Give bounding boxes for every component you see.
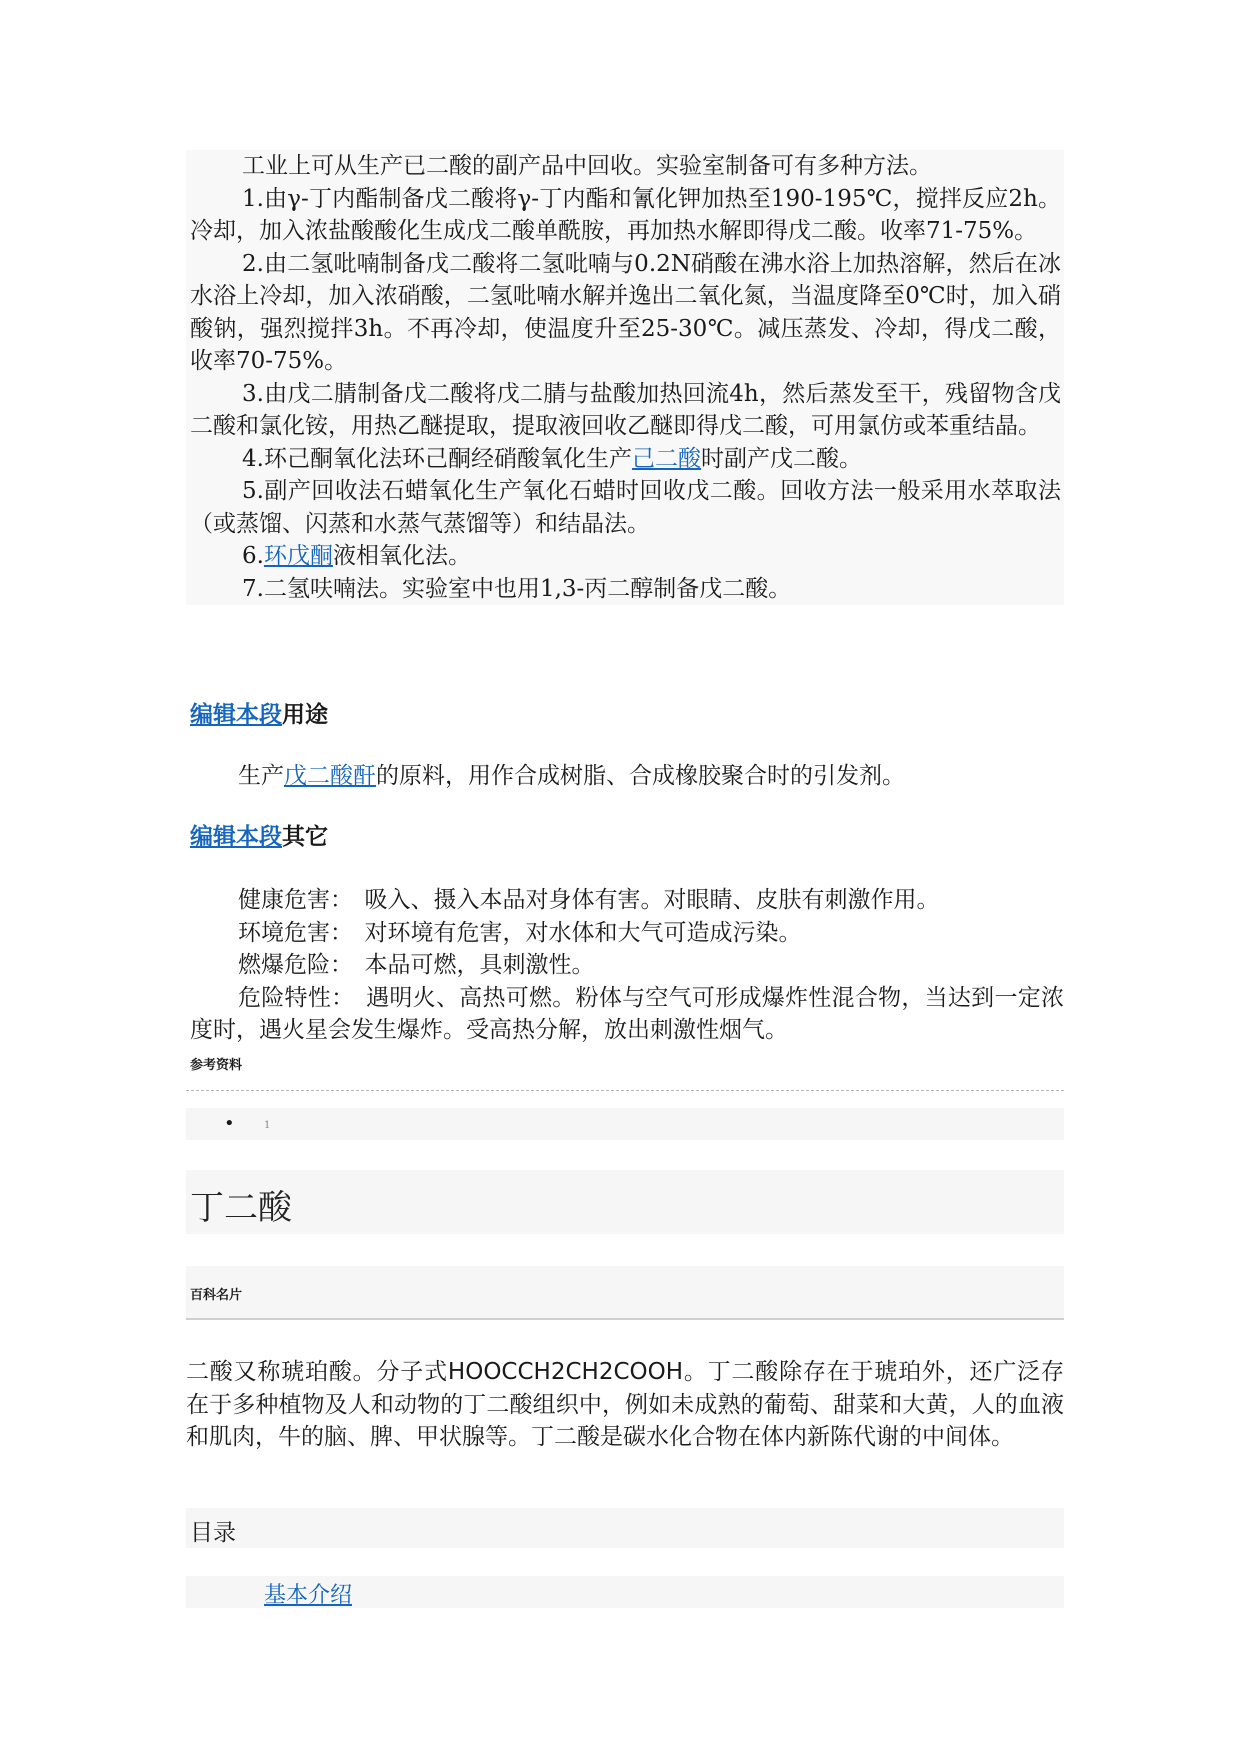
reference-item[interactable]: 1 (264, 1120, 271, 1131)
adipic-acid-link[interactable]: 己二酸 (631, 445, 701, 472)
other-heading-text: 其它 (282, 824, 328, 850)
references-divider (186, 1090, 1064, 1091)
prep-method-3: 3.由戊二腈制备戊二酸将戊二腈与盐酸加热回流4h，然后蒸发至干，残留物含戊二酸和氯化铵，用热乙醚提取，提取液回收乙醚即得戊二酸，可用氯仿或苯重结晶。 (190, 380, 1061, 439)
prep-method-1: 1.由γ-丁内酯制备戊二酸将γ-丁内酯和氰化钾加热至190-195℃，搅拌反应2h。冷却，加入浓盐酸酸化生成戊二酸单酰胺，再加热水解即得戊二酸。收率71-75%。 (190, 185, 1061, 244)
uses-heading-text: 用途 (282, 702, 328, 728)
prep-method-2: 2.由二氢吡喃制备戊二酸将二氢吡喃与0.2N硝酸在沸水浴上加热溶解，然后在冰水浴上冷却，加入浓硝酸，二氢吡喃水解并逸出二氧化氮，当温度降至0℃时，加入硝酸钠，强烈搅拌3h。不再冷却，使温度升至25-30℃。减压蒸发、冷却，得戊二酸，收率70-75%。 (190, 250, 1061, 374)
references-list (186, 1108, 1064, 1140)
prep-method-4-text: 4.环己酮氧化法环己酮经硝酸氧化生产 (242, 445, 632, 472)
uses-body (190, 760, 1064, 793)
article-title-box (186, 1170, 1064, 1234)
edit-section-link[interactable]: 编辑本段 (190, 824, 282, 850)
other-body (190, 884, 1064, 1047)
prep-method-4-tail: 时副产戊二酸。 (700, 445, 862, 472)
article-intro (186, 1356, 1064, 1454)
health-hazard: 健康危害： 吸入、摄入本品对身体有害。对眼睛、皮肤有刺激作用。 (238, 887, 940, 913)
environment-hazard: 环境危害： 对环境有危害，对水体和大气可造成污染。 (238, 919, 802, 946)
glutaric-anhydride-link[interactable]: 戊二酸酐 (284, 763, 376, 789)
preparation-section (186, 150, 1064, 605)
intro-paragraph: 二酸又称琥珀酸。分子式HOOCCH2CH2COOH。丁二酸除存在于琥珀外，还广泛存在于多种植物及人和动物的丁二酸组织中，例如未成熟的葡萄、甜菜和大黄，人的血液和肌肉，牛的脑、脾、甲状腺等。丁二酸是碳水化合物在体内新陈代谢的中间体。 (186, 1359, 1064, 1450)
uses-text: 生产 (238, 763, 284, 789)
other-heading (190, 822, 1064, 852)
edit-section-link[interactable]: 编辑本段 (190, 702, 282, 728)
list-bullet: • (224, 1113, 235, 1134)
danger-properties: 危险特性： 遇明火、高热可燃。粉体与空气可形成爆炸性混合物，当达到一定浓度时，遇火星会发生爆炸。受高热分解，放出刺激性烟气。 (190, 984, 1064, 1043)
toc-list (186, 1576, 1064, 1608)
toc-header (186, 1508, 1064, 1548)
prep-method-7: 7.二氢呋喃法。实验室中也用1,3-丙二醇制备戊二酸。 (242, 575, 792, 602)
fire-hazard: 燃爆危险： 本品可燃，具刺激性。 (238, 952, 595, 978)
prep-method-6-tail: 液相氧化法。 (332, 543, 471, 569)
prep-method-4 (190, 443, 1061, 476)
uses-text-tail: 的原料，用作合成树脂、合成橡胶聚合时的引发剂。 (376, 763, 905, 789)
toc-label: 目录 (190, 1520, 236, 1546)
cyclopentanone-link[interactable]: 环戊酮 (263, 543, 333, 569)
encyclopedia-card-label: 百科名片 (190, 1288, 243, 1303)
uses-heading (190, 700, 1064, 730)
prep-paragraph: 工业上可从生产已二酸的副产品中回收。实验室制备可有多种方法。 (242, 153, 932, 179)
uses-paragraph (190, 760, 1064, 793)
references-heading: 参考资料 (190, 1058, 243, 1073)
toc-item-basic-intro[interactable]: 基本介绍 (264, 1583, 353, 1608)
encyclopedia-card-header (186, 1266, 1064, 1320)
prep-method-6 (190, 540, 1061, 573)
prep-method-6-num: 6. (242, 543, 264, 569)
prep-method-5: 5.副产回收法石蜡氧化生产氧化石蜡时回收戊二酸。回收方法一般采用水萃取法（或蒸馏、闪蒸和水蒸气蒸馏等）和结晶法。 (190, 478, 1061, 537)
article-title: 丁二酸 (190, 1188, 292, 1228)
